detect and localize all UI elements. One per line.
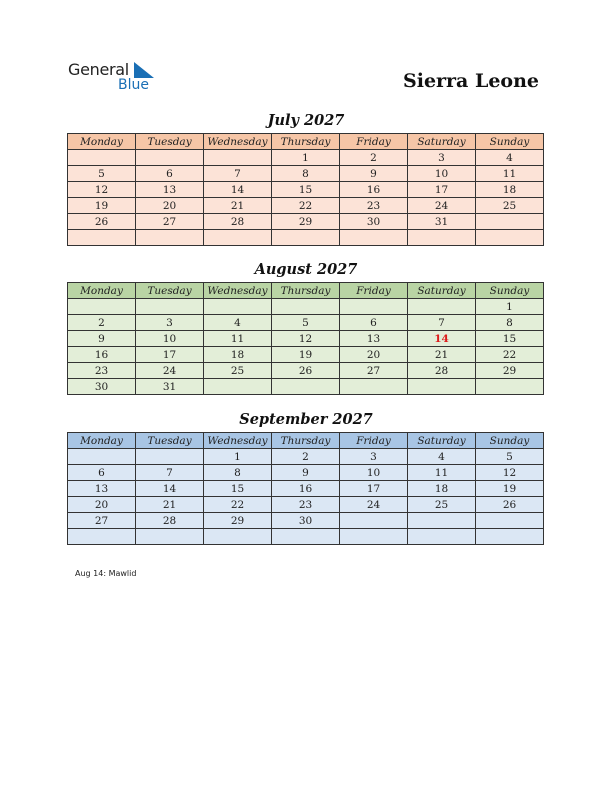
day-cell: 2 xyxy=(68,315,136,331)
day-cell: 23 xyxy=(272,497,340,513)
day-cell: 20 xyxy=(136,198,204,214)
day-cell: 2 xyxy=(340,150,408,166)
day-cell: 27 xyxy=(68,513,136,529)
day-cell: 22 xyxy=(476,347,544,363)
day-cell xyxy=(340,529,408,545)
weekday-header: Thursday xyxy=(272,433,340,449)
day-cell xyxy=(408,299,476,315)
day-cell: 9 xyxy=(68,331,136,347)
day-cell: 23 xyxy=(340,198,408,214)
day-cell: 4 xyxy=(408,449,476,465)
day-cell: 1 xyxy=(204,449,272,465)
day-cell: 7 xyxy=(408,315,476,331)
day-cell xyxy=(476,214,544,230)
week-row xyxy=(68,529,544,545)
day-cell: 19 xyxy=(68,198,136,214)
day-cell: 18 xyxy=(476,182,544,198)
week-row xyxy=(68,465,544,481)
day-cell xyxy=(204,379,272,395)
day-cell xyxy=(340,299,408,315)
day-cell xyxy=(340,513,408,529)
holiday-note: Aug 14: Mawlid xyxy=(75,569,137,578)
week-row xyxy=(68,150,544,166)
day-cell: 12 xyxy=(68,182,136,198)
day-cell xyxy=(136,449,204,465)
day-cell: 8 xyxy=(204,465,272,481)
day-cell: 28 xyxy=(204,214,272,230)
day-cell: 3 xyxy=(136,315,204,331)
weekday-header-row xyxy=(68,433,544,449)
day-cell xyxy=(272,529,340,545)
day-cell: 29 xyxy=(204,513,272,529)
day-cell: 3 xyxy=(408,150,476,166)
day-cell: 29 xyxy=(476,363,544,379)
day-cell xyxy=(476,529,544,545)
day-cell: 5 xyxy=(476,449,544,465)
day-cell: 4 xyxy=(204,315,272,331)
day-cell: 17 xyxy=(340,481,408,497)
day-cell: 28 xyxy=(136,513,204,529)
day-cell: 24 xyxy=(408,198,476,214)
week-row xyxy=(68,230,544,246)
day-cell xyxy=(476,513,544,529)
week-row xyxy=(68,299,544,315)
day-cell: 3 xyxy=(340,449,408,465)
week-row xyxy=(68,214,544,230)
weekday-header: Monday xyxy=(68,134,136,150)
weekday-header: Friday xyxy=(340,283,408,299)
day-cell: 7 xyxy=(136,465,204,481)
week-row xyxy=(68,166,544,182)
day-cell: 8 xyxy=(272,166,340,182)
month-title-july: July 2027 xyxy=(267,112,345,129)
day-cell: 30 xyxy=(340,214,408,230)
day-cell: 25 xyxy=(204,363,272,379)
day-cell: 25 xyxy=(408,497,476,513)
day-cell: 13 xyxy=(68,481,136,497)
day-cell xyxy=(68,150,136,166)
day-cell: 19 xyxy=(476,481,544,497)
day-cell: 11 xyxy=(408,465,476,481)
weekday-header: Friday xyxy=(340,134,408,150)
day-cell xyxy=(408,529,476,545)
day-cell: 24 xyxy=(136,363,204,379)
day-cell: 7 xyxy=(204,166,272,182)
weekday-header: Sunday xyxy=(476,283,544,299)
weekday-header: Wednesday xyxy=(204,433,272,449)
day-cell: 14 xyxy=(204,182,272,198)
week-row xyxy=(68,331,544,347)
day-cell: 28 xyxy=(408,363,476,379)
day-cell: 26 xyxy=(68,214,136,230)
day-cell: 14 xyxy=(136,481,204,497)
logo-blue-text: Blue xyxy=(118,77,149,93)
weekday-header: Thursday xyxy=(272,134,340,150)
week-row xyxy=(68,315,544,331)
weekday-header-row xyxy=(68,283,544,299)
day-cell xyxy=(204,529,272,545)
day-cell xyxy=(204,299,272,315)
calendar-september xyxy=(67,432,544,545)
day-cell: 10 xyxy=(340,465,408,481)
week-row xyxy=(68,198,544,214)
day-cell: 26 xyxy=(272,363,340,379)
weekday-header: Thursday xyxy=(272,283,340,299)
week-row xyxy=(68,347,544,363)
day-cell: 16 xyxy=(340,182,408,198)
day-cell: 12 xyxy=(272,331,340,347)
day-cell xyxy=(408,513,476,529)
calendar-august xyxy=(67,282,544,395)
day-cell: 6 xyxy=(68,465,136,481)
day-cell xyxy=(476,230,544,246)
day-cell: 8 xyxy=(476,315,544,331)
month-title-august: August 2027 xyxy=(254,261,358,278)
day-cell: 17 xyxy=(136,347,204,363)
day-cell xyxy=(68,529,136,545)
day-cell: 11 xyxy=(476,166,544,182)
day-cell: 11 xyxy=(204,331,272,347)
day-cell: 2 xyxy=(272,449,340,465)
weekday-header: Wednesday xyxy=(204,134,272,150)
weekday-header: Wednesday xyxy=(204,283,272,299)
logo-flag-icon xyxy=(134,62,154,78)
day-cell xyxy=(272,230,340,246)
week-row xyxy=(68,449,544,465)
day-cell: 22 xyxy=(204,497,272,513)
day-cell: 13 xyxy=(136,182,204,198)
weekday-header: Sunday xyxy=(476,134,544,150)
day-cell xyxy=(340,230,408,246)
day-cell: 13 xyxy=(340,331,408,347)
day-cell: 1 xyxy=(476,299,544,315)
weekday-header: Monday xyxy=(68,283,136,299)
week-row xyxy=(68,481,544,497)
weekday-header: Saturday xyxy=(408,134,476,150)
day-cell: 22 xyxy=(272,198,340,214)
day-cell: 5 xyxy=(68,166,136,182)
day-cell: 12 xyxy=(476,465,544,481)
day-cell: 25 xyxy=(476,198,544,214)
weekday-header: Sunday xyxy=(476,433,544,449)
day-cell: 4 xyxy=(476,150,544,166)
day-cell xyxy=(136,529,204,545)
day-cell xyxy=(68,449,136,465)
day-cell: 23 xyxy=(68,363,136,379)
holiday-day-cell: 14 xyxy=(408,331,476,347)
day-cell xyxy=(68,299,136,315)
day-cell: 30 xyxy=(68,379,136,395)
weekday-header: Tuesday xyxy=(136,433,204,449)
weekday-header: Saturday xyxy=(408,283,476,299)
day-cell: 9 xyxy=(272,465,340,481)
day-cell: 30 xyxy=(272,513,340,529)
day-cell xyxy=(408,230,476,246)
day-cell: 1 xyxy=(272,150,340,166)
day-cell xyxy=(408,379,476,395)
day-cell xyxy=(272,379,340,395)
day-cell xyxy=(272,299,340,315)
weekday-header: Monday xyxy=(68,433,136,449)
day-cell: 21 xyxy=(136,497,204,513)
day-cell: 6 xyxy=(340,315,408,331)
day-cell: 21 xyxy=(408,347,476,363)
day-cell: 16 xyxy=(68,347,136,363)
day-cell: 15 xyxy=(272,182,340,198)
day-cell: 18 xyxy=(204,347,272,363)
weekday-header-row xyxy=(68,134,544,150)
day-cell: 16 xyxy=(272,481,340,497)
day-cell: 17 xyxy=(408,182,476,198)
day-cell: 15 xyxy=(204,481,272,497)
logo-general-text: General xyxy=(68,60,129,79)
day-cell xyxy=(204,230,272,246)
day-cell xyxy=(136,230,204,246)
weekday-header: Saturday xyxy=(408,433,476,449)
weekday-header: Friday xyxy=(340,433,408,449)
day-cell: 9 xyxy=(340,166,408,182)
week-row xyxy=(68,513,544,529)
day-cell: 24 xyxy=(340,497,408,513)
day-cell xyxy=(204,150,272,166)
day-cell xyxy=(476,379,544,395)
week-row xyxy=(68,497,544,513)
day-cell: 31 xyxy=(136,379,204,395)
day-cell xyxy=(136,150,204,166)
day-cell: 18 xyxy=(408,481,476,497)
weekday-header: Tuesday xyxy=(136,134,204,150)
month-title-september: September 2027 xyxy=(239,411,373,428)
day-cell xyxy=(68,230,136,246)
day-cell: 26 xyxy=(476,497,544,513)
general-blue-logo xyxy=(68,60,168,96)
day-cell: 20 xyxy=(340,347,408,363)
day-cell: 19 xyxy=(272,347,340,363)
week-row xyxy=(68,379,544,395)
day-cell xyxy=(340,379,408,395)
country-title: Sierra Leone xyxy=(403,70,539,92)
day-cell: 6 xyxy=(136,166,204,182)
day-cell xyxy=(136,299,204,315)
day-cell: 10 xyxy=(136,331,204,347)
day-cell: 21 xyxy=(204,198,272,214)
day-cell: 10 xyxy=(408,166,476,182)
day-cell: 29 xyxy=(272,214,340,230)
calendar-july xyxy=(67,133,544,246)
day-cell: 31 xyxy=(408,214,476,230)
day-cell: 15 xyxy=(476,331,544,347)
day-cell: 20 xyxy=(68,497,136,513)
day-cell: 27 xyxy=(136,214,204,230)
week-row xyxy=(68,182,544,198)
weekday-header: Tuesday xyxy=(136,283,204,299)
day-cell: 27 xyxy=(340,363,408,379)
week-row xyxy=(68,363,544,379)
day-cell: 5 xyxy=(272,315,340,331)
